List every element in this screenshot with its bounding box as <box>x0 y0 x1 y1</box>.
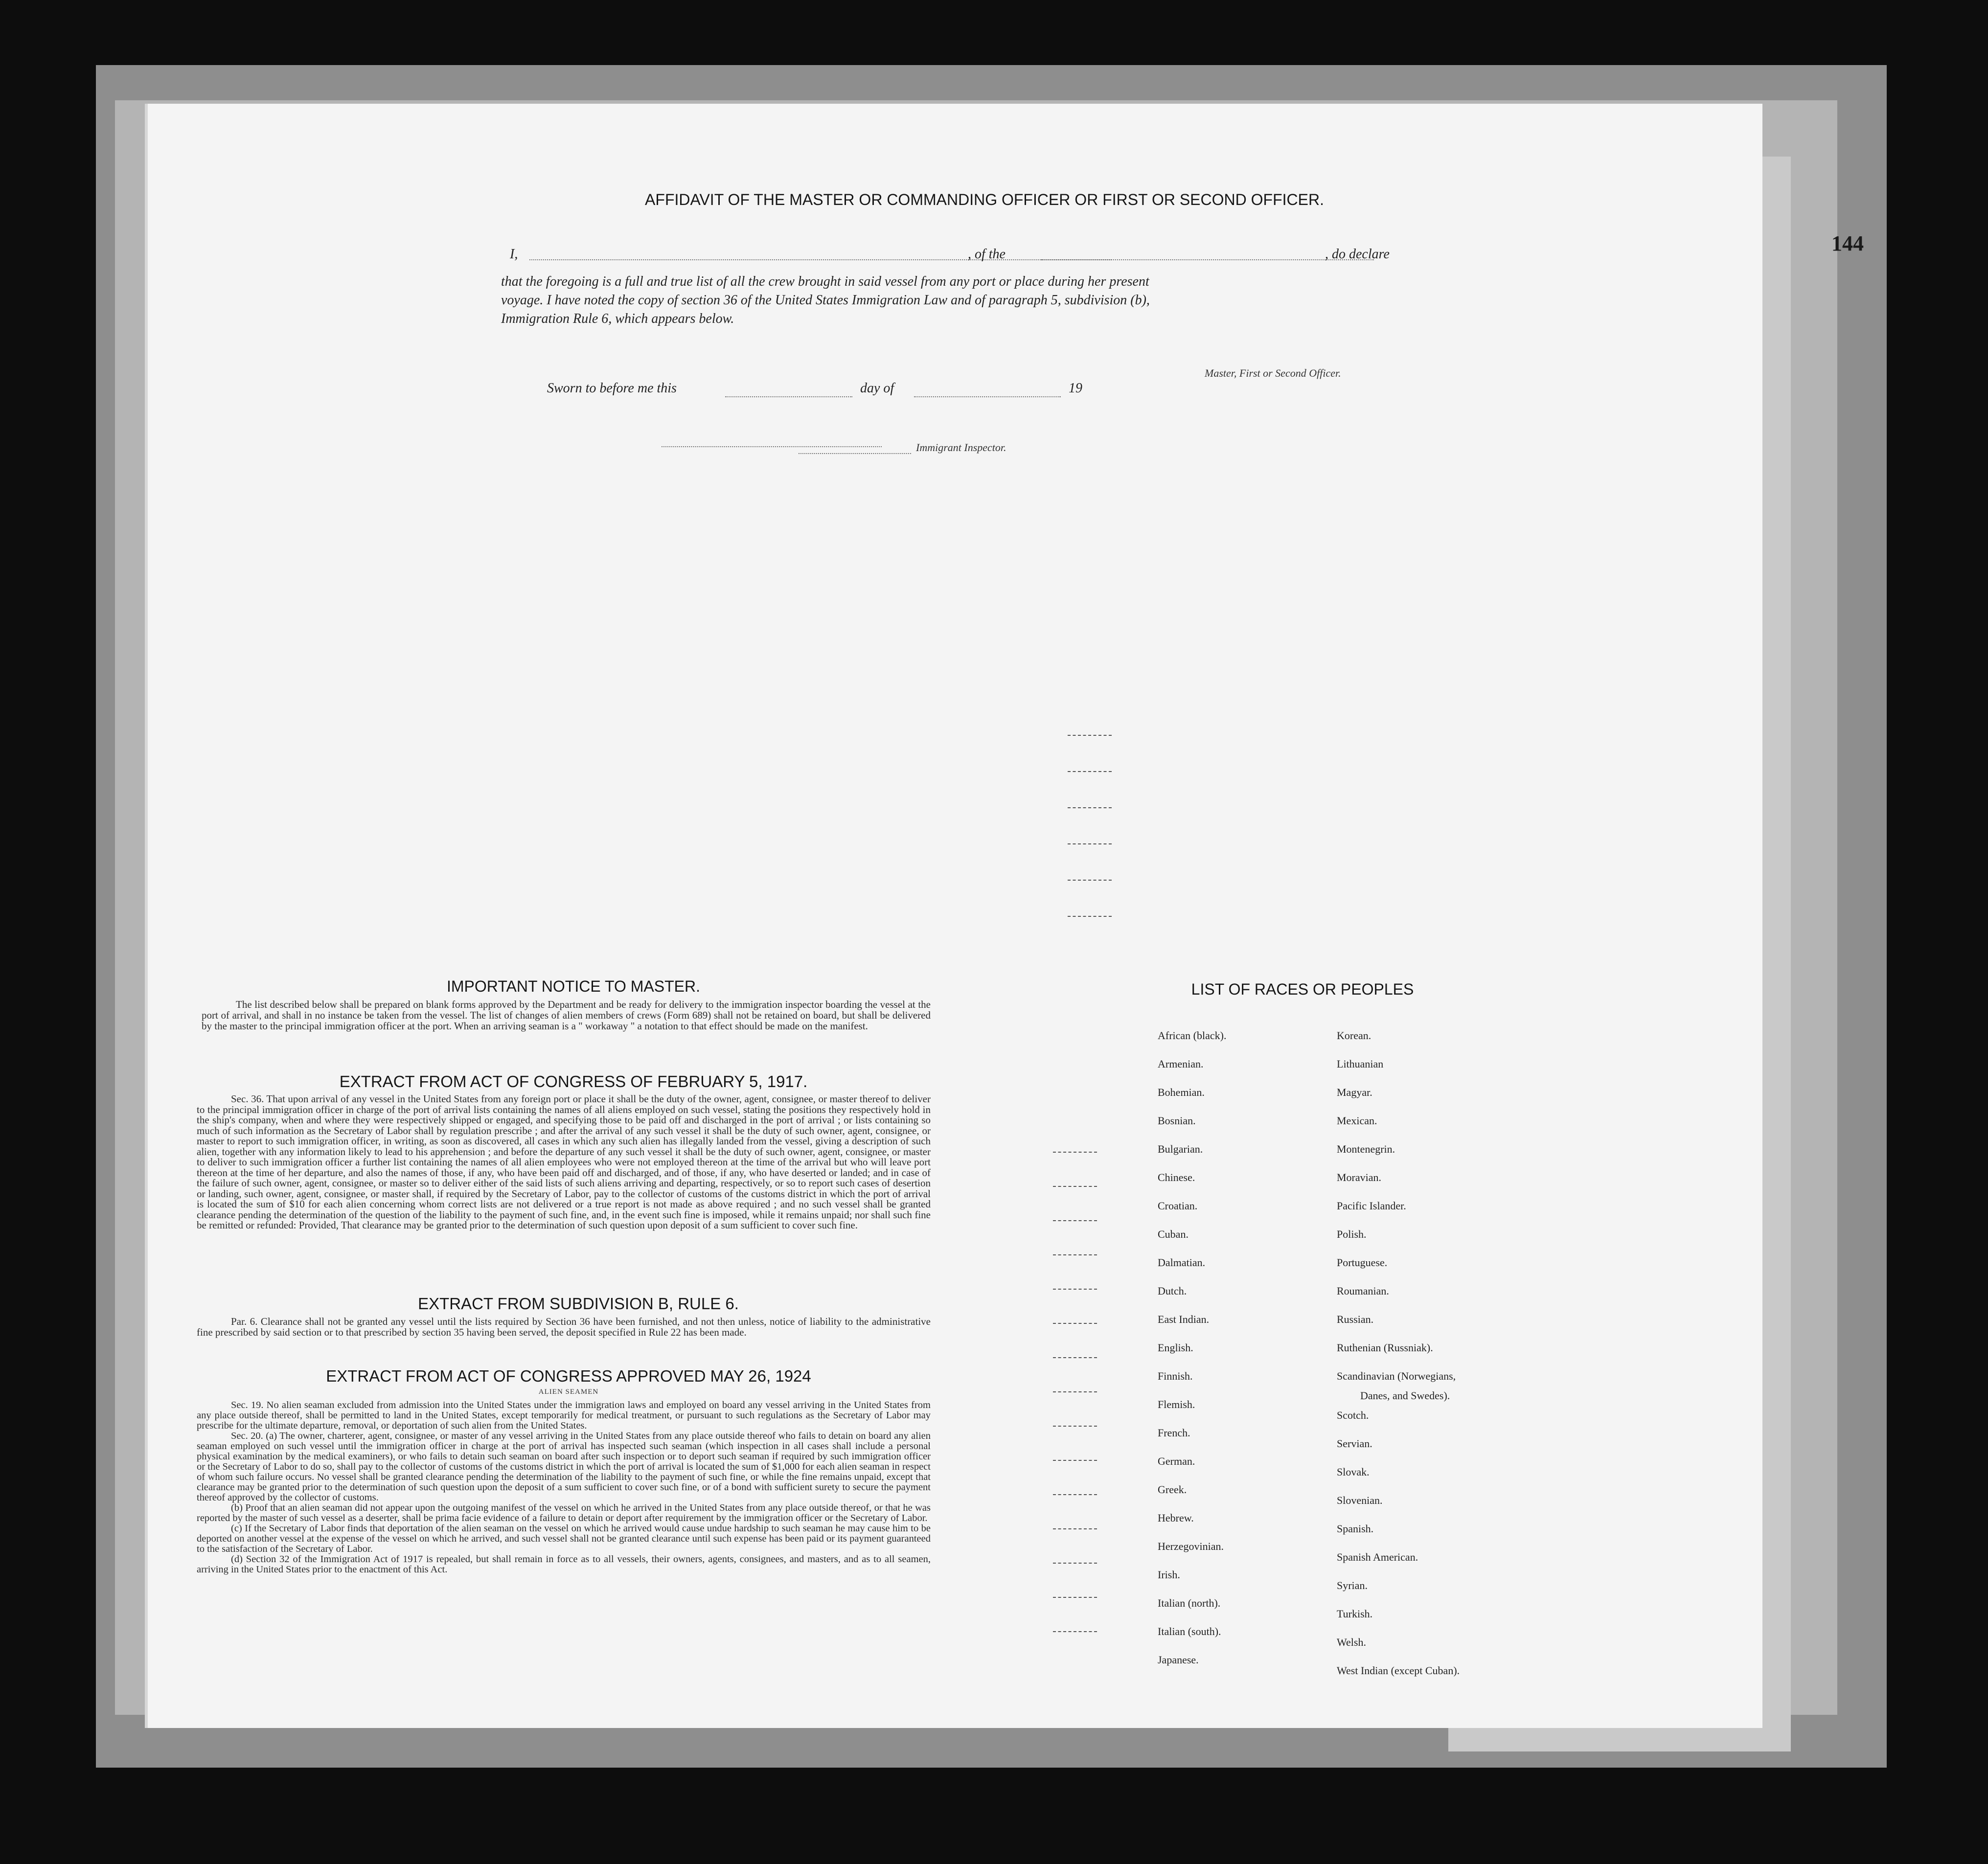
inspector-signature-field <box>662 446 882 447</box>
extract-1924-subheading: ALIEN SEAMEN <box>538 1388 599 1396</box>
race-item: Japanese. <box>1158 1654 1199 1666</box>
race-item: English. <box>1158 1341 1193 1354</box>
dash-mark <box>1053 1357 1097 1358</box>
sworn-day-field <box>725 396 852 397</box>
dash-mark <box>1053 1494 1097 1495</box>
race-item: Finnish. <box>1158 1370 1193 1382</box>
race-item: Scotch. <box>1337 1409 1369 1421</box>
race-item: Welsh. <box>1337 1636 1366 1648</box>
sec-20c-text: (c) If the Secretary of Labor finds that deportation of the alien seaman on the vessel on which he arrived would cause undue hardship to such seaman he may cause him to be deported on another vessel at the expense of the vessel on which he arrived, and such vessel shall not be granted clearance until such expense has been paid or its payment guaranteed to the satisfaction of the Secretary of Labor. <box>197 1523 931 1554</box>
race-item: Mexican. <box>1337 1114 1377 1127</box>
day-of-label: day of <box>860 381 894 396</box>
extract-rule6-text: Par. 6. Clearance shall not be granted any vessel until the lists required by Section 36 have been furnished, and not then unless, notice of liability to the administrative fine prescribed by said section or to that prescribed by section 35 having been served, the deposit specified in Rule 22 has been made. <box>197 1316 931 1338</box>
race-item: Greek. <box>1158 1483 1187 1496</box>
race-item: Italian (south). <box>1158 1625 1221 1637</box>
master-signature-label: Master, First or Second Officer. <box>1205 367 1341 379</box>
notice-heading: IMPORTANT NOTICE TO MASTER. <box>447 977 700 995</box>
race-item: Flemish. <box>1158 1398 1195 1410</box>
extract-1917-text: Sec. 36. That upon arrival of any vessel in the United States from any foreign port or place it shall be the duty of the owner, agent, consignee, or master thereof to deliver to the principal immigration officer in charge of the port of arrival lists containing the names of all aliens employed on such vessel, stating the positions they respectively hold in the ship's company, when and where they were respectively shipped or engaged, and specifying those to be paid off and discharged in the port of arrival ; or lists containing so much of such information as the Secretary of Labor shall by regulation prescribe ; and after the arrival of any such vessel it shall be the duty of such owner, agent, consignee, or master to report to such immigration officer, in writing, as soon as discovered, all cases in which any such alien has illegally landed from the vessel, giving a description of such alien, together with any information likely to lead to his apprehension ; and before the departure of any such vessel it shall be the duty of such owner, agent, consignee, or master to deliver to such immigration officer a further list containing the names of all alien employees who were not employed thereon at the time of the arrival but who will leave port thereon at the time of her departure, and also the names of those, if any, who have been paid off and discharged, and of those, if any, who have deserted or landed; and in case of the failure of such owner, agent, consignee, or master so to deliver either of the said lists of such aliens arriving and departing, respectively, or so to report such cases of desertion or landing, such owner, agent, consignee, or master shall, if required by the Secretary of Labor, pay to the collector of customs of the customs district in which the port of arrival is located the sum of $10 for each alien concerning whom correct lists are not delivered or a true report is not made as above required ; and no such vessel shall be granted clearance pending the determination of the question of the liability to the payment of such fine, and, in the event such fine is imposed, while it remains unpaid; nor shall such fine be remitted or refunded: Provided, That clearance may be granted prior to the determination of such question upon deposit of a sum sufficient to cover such fine. <box>197 1093 931 1231</box>
race-item: Roumanian. <box>1337 1285 1389 1297</box>
document-page <box>145 104 1762 1728</box>
race-item: Hebrew. <box>1158 1512 1194 1524</box>
race-item: Bosnian. <box>1158 1114 1196 1127</box>
race-item: African (black). <box>1158 1029 1227 1042</box>
affidavit-i-label: I, <box>510 247 518 262</box>
race-item: Herzegovinian. <box>1158 1540 1224 1552</box>
race-item: Spanish American. <box>1337 1551 1418 1563</box>
race-item: Lithuanian <box>1337 1058 1384 1070</box>
race-item: Dalmatian. <box>1158 1256 1206 1269</box>
race-item: Spanish. <box>1337 1523 1374 1535</box>
race-item: Slovenian. <box>1337 1494 1383 1506</box>
race-item: Bohemian. <box>1158 1086 1205 1098</box>
affidavit-of-the-label: , of the <box>968 247 1005 262</box>
master-name-field <box>529 259 1112 260</box>
dash-mark <box>1053 1391 1097 1392</box>
race-item: Syrian. <box>1337 1579 1368 1591</box>
race-item: Slovak. <box>1337 1466 1370 1478</box>
dash-mark <box>1053 1323 1097 1324</box>
dash-mark <box>1068 735 1112 736</box>
dash-mark <box>1053 1631 1097 1632</box>
extract-1924-heading: EXTRACT FROM ACT OF CONGRESS APPROVED MAY 26, 1924 <box>326 1367 811 1385</box>
race-item: Montenegrin. <box>1337 1143 1395 1155</box>
affidavit-heading: AFFIDAVIT OF THE MASTER OR COMMANDING OFFICER OR FIRST OR SECOND OFFICER. <box>645 191 1324 208</box>
sec-20d-text: (d) Section 32 of the Immigration Act of 1917 is repealed, but shall remain in force as to all vessels, their owners, agents, consignees, and masters, and as to all seamen, arriving in the United States prior to the enactment of this Act. <box>197 1554 931 1575</box>
race-item-continuation: Danes, and Swedes). <box>1360 1389 1450 1402</box>
affidavit-line-2: that the foregoing is a full and true list of all the crew brought in said vessel from any port or place during her present <box>501 274 1149 289</box>
race-item: German. <box>1158 1455 1195 1467</box>
dash-mark <box>1053 1220 1097 1221</box>
extract-1917-heading: EXTRACT FROM ACT OF CONGRESS OF FEBRUARY 5, 1917. <box>339 1072 808 1091</box>
affidavit-line-4: Immigration Rule 6, which appears below. <box>501 311 734 326</box>
sec-20a-text: Sec. 20. (a) The owner, charterer, agent, consignee, or master of any vessel arriving in the United States from any place outside thereof who fails to detain on board any alien seaman employed on such vessel until the immigration officer in charge at the port of arrival has inspected such seaman (which inspection in all cases shall include a personal physical examination by the medical examiners), or who fails to detain such seaman on board after such inspection or to deport such seaman if required by such immigration officer or the Secretary of Labor to do so, shall pay to the collector of customs of the customs district in which the port of arrival is located the sum of $1,000 for each alien seaman in respect of whom such failure occurs. No vessel shall be granted clearance pending the determination of the liability to the payment of such fine, or while the fine remains unpaid, except that clearance may be granted prior to the determination of such question upon the deposit of a sum sufficient to cover such fine, or of a bond with sufficient surety to secure the payment thereof approved by the collector of customs. <box>197 1431 931 1503</box>
dash-mark <box>1053 1186 1097 1187</box>
race-item: Bulgarian. <box>1158 1143 1203 1155</box>
dash-mark <box>1053 1254 1097 1255</box>
dash-mark <box>1053 1426 1097 1427</box>
race-item: Ruthenian (Russniak). <box>1337 1341 1433 1354</box>
page-number-right: 144 <box>1831 231 1864 255</box>
sec-19-text: Sec. 19. No alien seaman excluded from admission into the United States under the immigration laws and employed on board any vessel arriving in the United States from any place outside thereof, shall be permitted to land in the United States, except temporarily for medical treatment, or pursuant to such regulations as the Secretary of Labor may prescribe for the ultimate departure, removal, or deportation of such alien from the United States. <box>197 1400 931 1431</box>
dash-mark <box>1053 1528 1097 1529</box>
race-item: Russian. <box>1337 1313 1374 1325</box>
notice-text: The list described below shall be prepared on blank forms approved by the Department and be ready for delivery to the immigration inspector boarding the vessel at the port of arrival, and shall in no instance be taken from the vessel. The list of changes of alien members of crews (Form 689) shall not be retained on board, but shall be delivered by the master to the principal immigration officer at the port. When an arriving seaman is a " workaway " a notation to that effect should be made on the manifest. <box>202 999 931 1032</box>
dash-mark <box>1068 771 1112 772</box>
sworn-month-field <box>914 396 1061 397</box>
race-item: Irish. <box>1158 1568 1180 1581</box>
extract-1924-body <box>197 1400 931 1575</box>
race-item: Polish. <box>1337 1228 1367 1240</box>
race-item: Scandinavian (Norwegians, <box>1337 1370 1456 1382</box>
inspector-label: Immigrant Inspector. <box>916 441 1006 454</box>
race-item: Turkish. <box>1337 1608 1373 1620</box>
race-item: East Indian. <box>1158 1313 1210 1325</box>
race-item: Cuban. <box>1158 1228 1188 1240</box>
dash-mark <box>1053 1152 1097 1153</box>
vessel-name-field <box>1041 259 1374 260</box>
dash-mark <box>1053 1460 1097 1461</box>
dash-mark <box>1068 807 1112 808</box>
dash-mark <box>1068 843 1112 844</box>
race-item: West Indian (except Cuban). <box>1337 1664 1460 1677</box>
races-heading: LIST OF RACES OR PEOPLES <box>1191 980 1414 998</box>
dash-mark <box>1068 880 1112 881</box>
dash-mark <box>1068 916 1112 917</box>
affidavit-line-3: voyage. I have noted the copy of section 36 of the United States Immigration Law and of paragraph 5, subdivision (b), <box>501 293 1150 308</box>
race-item: French. <box>1158 1427 1190 1439</box>
race-item: Italian (north). <box>1158 1597 1221 1609</box>
race-item: Korean. <box>1337 1029 1371 1042</box>
race-item: Pacific Islander. <box>1337 1200 1406 1212</box>
race-item: Magyar. <box>1337 1086 1372 1098</box>
dash-mark <box>1053 1563 1097 1564</box>
race-item: Armenian. <box>1158 1058 1204 1070</box>
race-item: Dutch. <box>1158 1285 1187 1297</box>
race-item: Moravian. <box>1337 1171 1382 1183</box>
extract-rule6-heading: EXTRACT FROM SUBDIVISION B, RULE 6. <box>418 1295 739 1313</box>
year-label: 19 <box>1069 381 1082 396</box>
race-item: Croatian. <box>1158 1200 1198 1212</box>
sec-20b-text: (b) Proof that an alien seaman did not appear upon the outgoing manifest of the vessel on which he arrived in the United States from any place outside thereof, or that he was reported by the master of such vessel as a deserter, shall be prima facie evidence of a failure to detain or deport after requirement by the immigration officer or the Secretary of Labor. <box>197 1502 931 1523</box>
race-item: Portuguese. <box>1337 1256 1388 1269</box>
sworn-label: Sworn to before me this <box>547 381 677 396</box>
race-item: Chinese. <box>1158 1171 1195 1183</box>
race-item: Servian. <box>1337 1437 1372 1450</box>
inspector-line-short <box>799 453 911 454</box>
affidavit-statement <box>501 273 1421 328</box>
dash-mark <box>1053 1289 1097 1290</box>
affidavit-declare-label: , do declare <box>1325 247 1390 262</box>
dash-mark <box>1053 1597 1097 1598</box>
